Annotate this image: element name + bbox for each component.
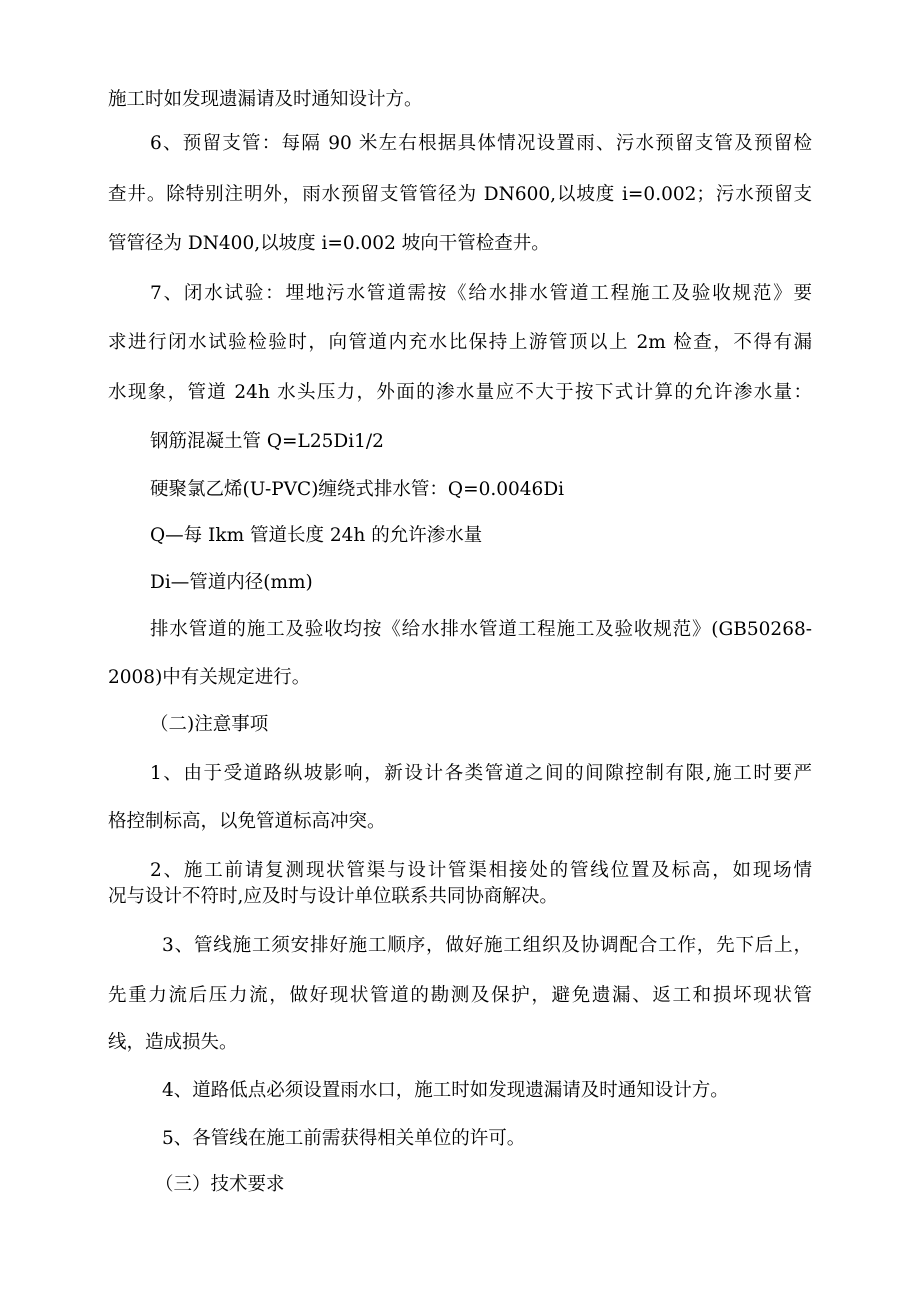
text-line-20: 先重力流后压力流，做好现状管道的勘测及保护，避免遗漏、返工和损坏现状管 (108, 985, 812, 1006)
text-line-3: 查井。除特别注明外，雨水预留支管管径为 DN600,以坡度 i=0.002；污水预留支 (108, 184, 812, 205)
text-line-22: 4、道路低点必须设置雨水口，施工时如发现遗漏请及时通知设计方。 (162, 1080, 729, 1101)
text-line-17: 2、施工前请复测现状管渠与设计管渠相接处的管线位置及标高，如现场情 (150, 860, 812, 881)
text-line-11: Di—管道内径(mm) (150, 572, 313, 593)
text-line-6: 求进行闭水试验检验时，向管道内充水比保持上游管顶以上 2m 检查，不得有漏 (108, 332, 812, 353)
text-line-15: 1、由于受道路纵坡影响，新设计各类管道之间的间隙控制有限,施工时要严 (150, 763, 812, 784)
text-line-16: 格控制标高，以免管道标高冲突。 (108, 811, 386, 832)
text-line-21: 线，造成损失。 (108, 1032, 238, 1053)
text-line-2: 6、预留支管：每隔 90 米左右根据具体情况设置雨、污水预留支管及预留检 (150, 133, 812, 154)
section-heading-technical-requirements: （三）技术要求 (155, 1174, 285, 1195)
text-line-4: 管管径为 DN400,以坡度 i=0.002 坡向干管检查井。 (108, 233, 550, 254)
text-line-7: 水现象，管道 24h 水头压力，外面的渗水量应不大于按下式计算的允许渗水量： (108, 382, 812, 403)
text-line-5: 7、闭水试验：埋地污水管道需按《给水排水管道工程施工及验收规范》要 (150, 283, 812, 304)
text-line-10: Q—每 Ikm 管道长度 24h 的允许渗水量 (150, 525, 483, 546)
text-line-13: 2008)中有关规定进行。 (108, 667, 311, 688)
text-line-8: 钢筋混凝土管 Q=L25Di1/2 (150, 431, 384, 452)
text-line-12: 排水管道的施工及验收均按《给水排水管道工程施工及验收规范》(GB50268- (150, 619, 812, 640)
text-line-23: 5、各管线在施工前需获得相关单位的许可。 (162, 1128, 526, 1149)
text-line-9: 硬聚氯乙烯(U-PVC)缠绕式排水管：Q=0.0046Di (150, 479, 565, 500)
text-line-1: 施工时如发现遗漏请及时通知设计方。 (108, 89, 423, 110)
text-line-19: 3、管线施工须安排好施工顺序，做好施工组织及协调配合工作，先下后上， (162, 935, 812, 956)
text-line-18: 况与设计不符时,应及时与设计单位联系共同协商解决。 (108, 886, 558, 907)
section-heading-precautions: （二)注意事项 (150, 714, 269, 735)
